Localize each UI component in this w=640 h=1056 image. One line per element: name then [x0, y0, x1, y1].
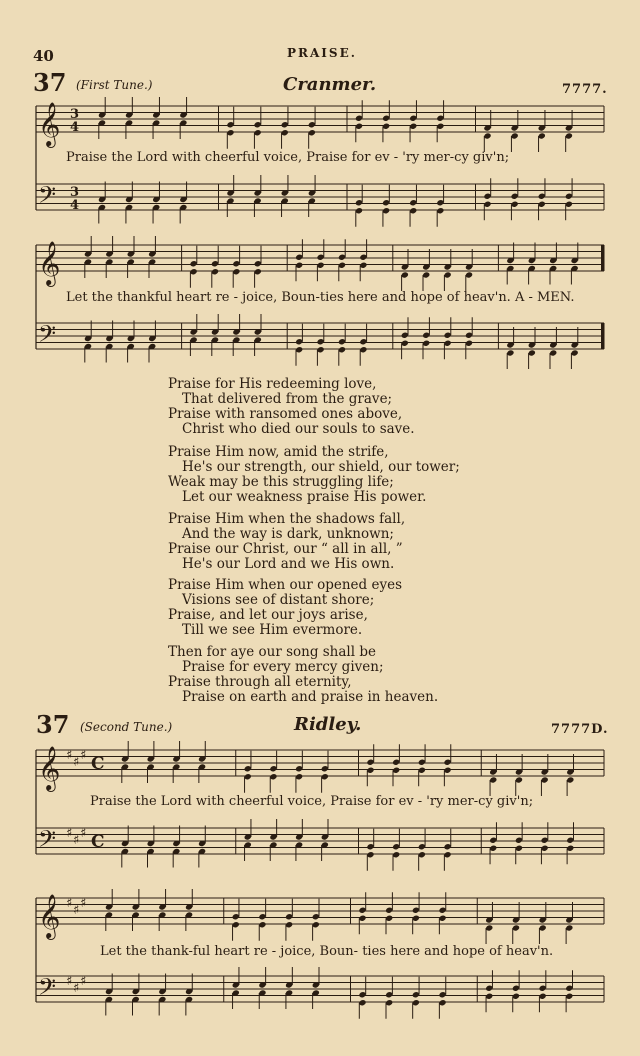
- tune-name: Ridley.: [294, 714, 362, 735]
- treble-clef: 𝄞: [38, 746, 61, 790]
- verse: [168, 578, 402, 638]
- treble-clef: 𝄞: [38, 894, 61, 938]
- verse-line: Praise for every mercy given;: [182, 659, 384, 675]
- verse-line: And the way is dark, unknown;: [182, 526, 394, 542]
- sharp-sign: ♯: [66, 826, 73, 841]
- lyric-line: Let the thankful heart re - joice, Boun-ties here and hope of heav'n. A - MEN.: [66, 290, 575, 305]
- sharp-sign: ♯: [80, 826, 87, 841]
- final-bar-line: [601, 323, 604, 349]
- meter: 7777D.: [551, 722, 609, 737]
- verse: [168, 512, 405, 572]
- lyric-line: Praise the Lord with cheerful voice, Praise for ev - 'ry mer-cy giv'n;: [66, 150, 510, 165]
- sharp-sign: ♯: [73, 833, 80, 848]
- verse-line: Let our weakness praise His power.: [182, 489, 427, 505]
- sharp-sign: ♯: [73, 903, 80, 918]
- treble-clef: 𝄞: [38, 241, 61, 285]
- verse-line: Visions see of distant shore;: [182, 592, 375, 608]
- verse-line: Christ who died our souls to save.: [182, 421, 415, 437]
- verse-line: Praise, and let our joys arise,: [168, 607, 368, 623]
- lyric-line: Let the thank-ful heart re - joice, Boun- ties here and hope of heav'n.: [100, 944, 554, 959]
- bass-clef: 𝄢: [38, 181, 57, 214]
- time-signature: 3: [70, 107, 80, 122]
- section-title: PRAISE.: [287, 46, 357, 60]
- sharp-sign: ♯: [66, 896, 73, 911]
- final-bar-line: [601, 245, 604, 271]
- bass-clef: 𝄢: [38, 320, 57, 353]
- sharp-sign: ♯: [80, 974, 87, 989]
- sharp-sign: ♯: [80, 748, 87, 763]
- sharp-sign: ♯: [80, 896, 87, 911]
- hymn-number: 37: [36, 710, 70, 739]
- sharp-sign: ♯: [73, 981, 80, 996]
- music-system-2: [36, 243, 608, 368]
- bass-clef: 𝄢: [38, 973, 57, 1006]
- verse-line: Till we see Him evermore.: [182, 622, 363, 638]
- verse-line: Weak may be this struggling life;: [168, 474, 394, 490]
- verse-line: He's our strength, our shield, our tower;: [182, 459, 460, 475]
- verse-line: Praise Him now, amid the strife,: [168, 444, 389, 460]
- music-system-3: [36, 748, 608, 873]
- verse-line: Praise Him when the shadows fall,: [168, 511, 406, 527]
- bass-clef: 𝄢: [38, 825, 57, 858]
- time-signature: 4: [70, 120, 80, 135]
- sharp-sign: ♯: [66, 974, 73, 989]
- verse-line: Then for aye our song shall be: [168, 644, 376, 660]
- verse-line: Praise our Christ, our “ all in all, ”: [168, 541, 403, 557]
- verse: [168, 445, 460, 505]
- verse-line: Praise through all eternity,: [168, 674, 352, 690]
- verse: [168, 645, 438, 705]
- verse-line: Praise on earth and praise in heaven.: [182, 689, 439, 705]
- hymn-number: 37: [33, 68, 67, 97]
- lyric-line: Praise the Lord with cheerful voice, Praise for ev - 'ry mer-cy giv'n;: [90, 794, 534, 809]
- verse-line: Praise Him when our opened eyes: [168, 577, 402, 593]
- verse-line: Praise with ransomed ones above,: [168, 406, 403, 422]
- meter: 7777.: [562, 82, 608, 97]
- tune-note: (Second Tune.): [80, 720, 173, 734]
- sharp-sign: ♯: [73, 755, 80, 770]
- common-time-sign: C: [91, 832, 105, 852]
- verse-line: He's our Lord and we His own.: [182, 556, 395, 572]
- verse-line: Praise for His redeeming love,: [168, 376, 377, 392]
- treble-clef: 𝄞: [38, 102, 61, 146]
- common-time-sign: C: [91, 754, 105, 774]
- sharp-sign: ♯: [66, 748, 73, 763]
- time-signature: 4: [70, 198, 80, 213]
- tune-note: (First Tune.): [76, 78, 153, 92]
- tune-name: Cranmer.: [283, 74, 377, 95]
- music-system-1: [36, 104, 608, 229]
- page-number: 40: [33, 47, 54, 65]
- verse: [168, 377, 415, 437]
- verse-line: That delivered from the grave;: [182, 391, 393, 407]
- time-signature: 3: [70, 185, 80, 200]
